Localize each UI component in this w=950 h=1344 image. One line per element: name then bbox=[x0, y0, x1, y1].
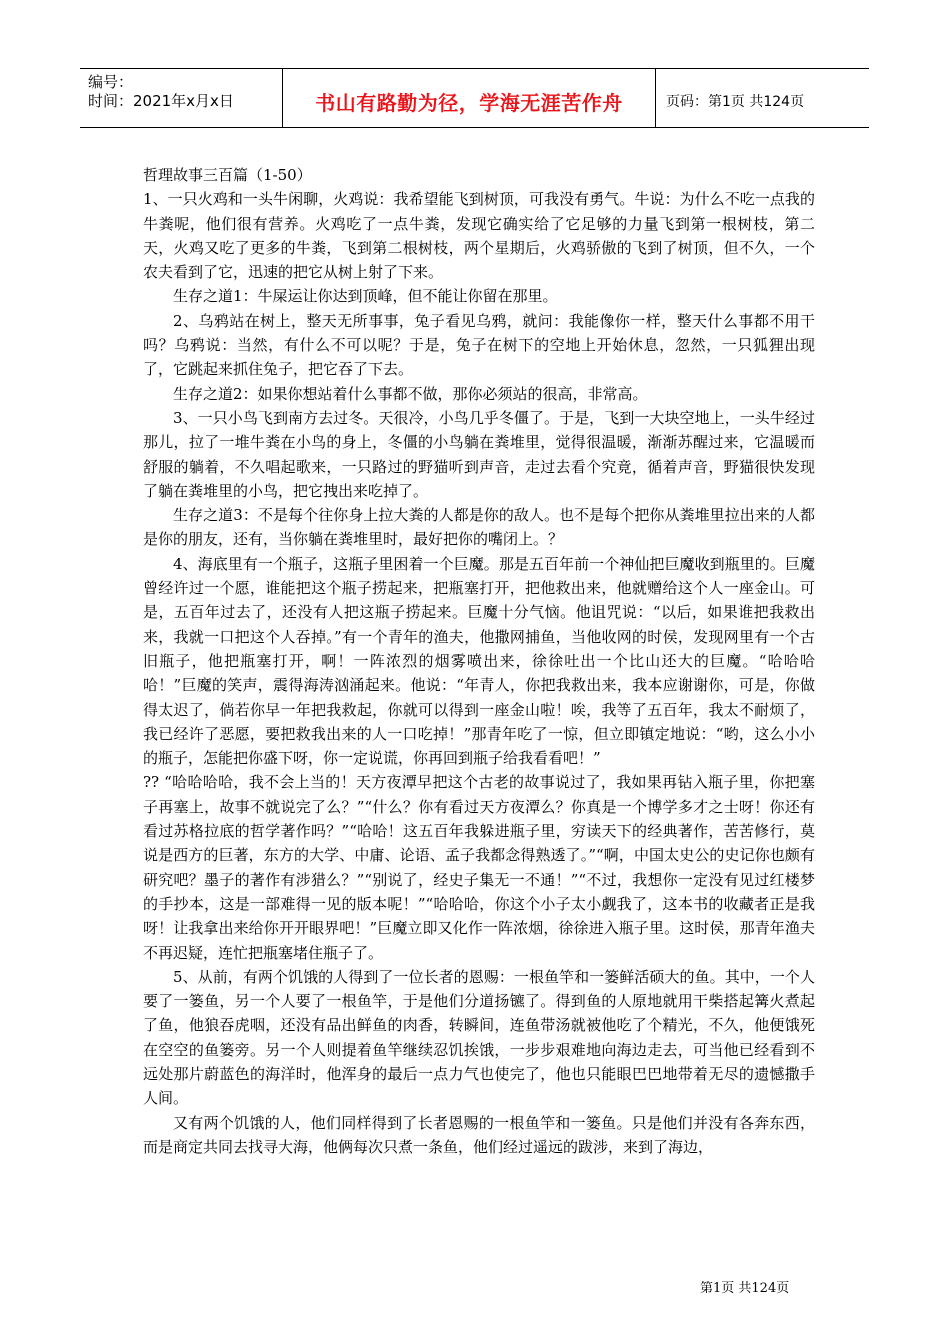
paragraph-story-1: 1、一只火鸡和一头牛闲聊，火鸡说：我希望能飞到树顶，可我没有勇气。牛说：为什么不吃一点我的牛粪呢，他们很有营养。火鸡吃了一点牛粪，发现它确实给了它足够的力量飞到第一根树枝，第二天，火鸡又吃了更多的牛粪，飞到第二根树枝，两个星期后，火鸡骄傲的飞到了树顶，但不久，一个农夫看到了它，迅速的把它从树上射了下来。 bbox=[143, 190, 815, 282]
document-title: 哲理故事三百篇（1-50） bbox=[143, 166, 312, 184]
document-number-label: 编号： bbox=[88, 73, 134, 91]
paragraph-story-4: 4、海底里有一个瓶子，这瓶子里困着一个巨魔。那是五百年前一个神仙把巨魔收到瓶里的。巨魔曾经许过一个愿，谁能把这个瓶子捞起来，把瓶塞打开，把他救出来，他就赠给这个人一座金山。可是，五百年过去了，还没有人把这瓶子捞起来。巨魔十分气恼。他诅咒说：“以后，如果谁把我救出来，我就一口把这个人吞掉。”有一个青年的渔夫，他撒网捕鱼，当他收网的时侯，发现网里有一个古旧瓶子，他把瓶塞打开，啊！一阵浓烈的烟雾喷出来，徐徐吐出一个比山还大的巨魔。“哈哈哈哈！”巨魔的笑声，震得海涛汹涌起来。他说：“年青人，你把我救出来，我本应谢谢你，可是，你做得太迟了，倘若你早一年把我救起，你就可以得到一座金山啦！唉，我等了五百年，我太不耐烦了，我已经许了恶愿，要把救我出来的人一口吃掉！”那青年吃了一惊，但立即镇定地说：“哟，这么小小的瓶子，怎能把你盛下呀，你一定说谎，你再回到瓶子给我看看吧！” bbox=[143, 554, 815, 768]
paragraph-story-4-continued: ?? “哈哈哈哈，我不会上当的！天方夜潭早把这个古老的故事说过了，我如果再钻入瓶子里，你把塞子再塞上，故事不就说完了么？”“什么？你有看过天方夜潭么？你真是一个博学多才之士呀！你还有看过苏格拉底的哲学著作吗？”“哈哈！这五百年我躲进瓶子里，穷读天下的经典著作，苦苦修行，莫说是西方的巨著，东方的大学、中庸、论语、孟子我都念得熟透了。”“啊，中国太史公的史记你也颇有研究吧？墨子的著作有涉猎么？”“别说了，经史子集无一不通！”“不过，我想你一定没有见过红楼梦的手抄本，这是一部难得一见的版本呢！”“哈哈哈，你这个小子太小觑我了，这本书的收藏者正是我呀！让我拿出来给你开开眼界吧！”巨魔立即又化作一阵浓烟，徐徐进入瓶子里。这时侯，那青年渔夫不再迟疑，连忙把瓶塞堵住瓶子了。 bbox=[143, 773, 815, 962]
header-page-number: 页码：第1页 共124页 bbox=[666, 94, 805, 110]
paragraph-story-5-continued: 又有两个饥饿的人，他们同样得到了长者恩赐的一根鱼竿和一篓鱼。只是他们并没有各奔东西，而是商定共同去找寻大海，他俩每次只煮一条鱼，他们经过遥远的跋涉，来到了海边， bbox=[143, 1113, 815, 1156]
paragraph-story-5: 5、从前，有两个饥饿的人得到了一位长者的恩赐：一根鱼竿和一篓鲜活硕大的鱼。其中，一个人要了一篓鱼，另一个人要了一根鱼竿，于是他们分道扬镳了。得到鱼的人原地就用干柴搭起篝火煮起了鱼，他狼吞虎咽，还没有品出鲜鱼的肉香，转瞬间，连鱼带汤就被他吃了个精光，不久，他便饿死在空空的鱼篓旁。另一个人则提着鱼竿继续忍饥挨饿，一步步艰难地向海边走去，可当他已经看到不远处那片蔚蓝色的海洋时，他浑身的最后一点力气也使完了，他也只能眼巴巴地带着无尽的遗憾撒手人间。 bbox=[143, 967, 815, 1108]
paragraph-lesson-3: 生存之道3：不是每个往你身上拉大粪的人都是你的敌人。也不是每个把你从粪堆里拉出来的人都是你的朋友，还有，当你躺在粪堆里时，最好把你的嘴闭上。？ bbox=[143, 506, 815, 549]
paragraph-story-2: 2、乌鸦站在树上，整天无所事事，兔子看见乌鸦，就问：我能像你一样，整天什么事都不用干吗？乌鸦说：当然，有什么不可以呢？于是，兔子在树下的空地上开始休息，忽然，一只狐狸出现了，它跳起来抓住兔子，把它吞了下去。 bbox=[143, 311, 815, 379]
header-motto: 书山有路勤为径，学海无涯苦作舟 bbox=[315, 90, 623, 115]
paragraph-story-3: 3、一只小鸟飞到南方去过冬。天很冷，小鸟几乎冬僵了。于是，飞到一大块空地上，一头牛经过那儿，拉了一堆牛粪在小鸟的身上，冬僵的小鸟躺在粪堆里，觉得很温暖，渐渐苏醒过来，它温暖而舒服的躺着，不久唱起歌来，一只路过的野猫听到声音，走过去看个究竟，循着声音，野猫很快发现了躺在粪堆里的小鸟，把它拽出来吃掉了。 bbox=[143, 408, 815, 500]
paragraph-lesson-2: 生存之道2：如果你想站着什么事都不做，那你必须站的很高，非常高。 bbox=[173, 384, 648, 403]
document-body bbox=[143, 163, 815, 1159]
header-page-cell bbox=[656, 69, 869, 127]
footer-page-number: 第1页 共124页 bbox=[700, 1281, 790, 1296]
document-date-label: 时间：2021年x月x日 bbox=[88, 92, 234, 110]
header-motto-cell bbox=[282, 69, 656, 127]
page-footer bbox=[700, 1277, 789, 1296]
header-meta bbox=[80, 69, 282, 127]
page-header bbox=[80, 68, 869, 128]
paragraph-lesson-1: 生存之道1：牛屎运让你达到顶峰，但不能让你留在那里。 bbox=[173, 287, 558, 306]
